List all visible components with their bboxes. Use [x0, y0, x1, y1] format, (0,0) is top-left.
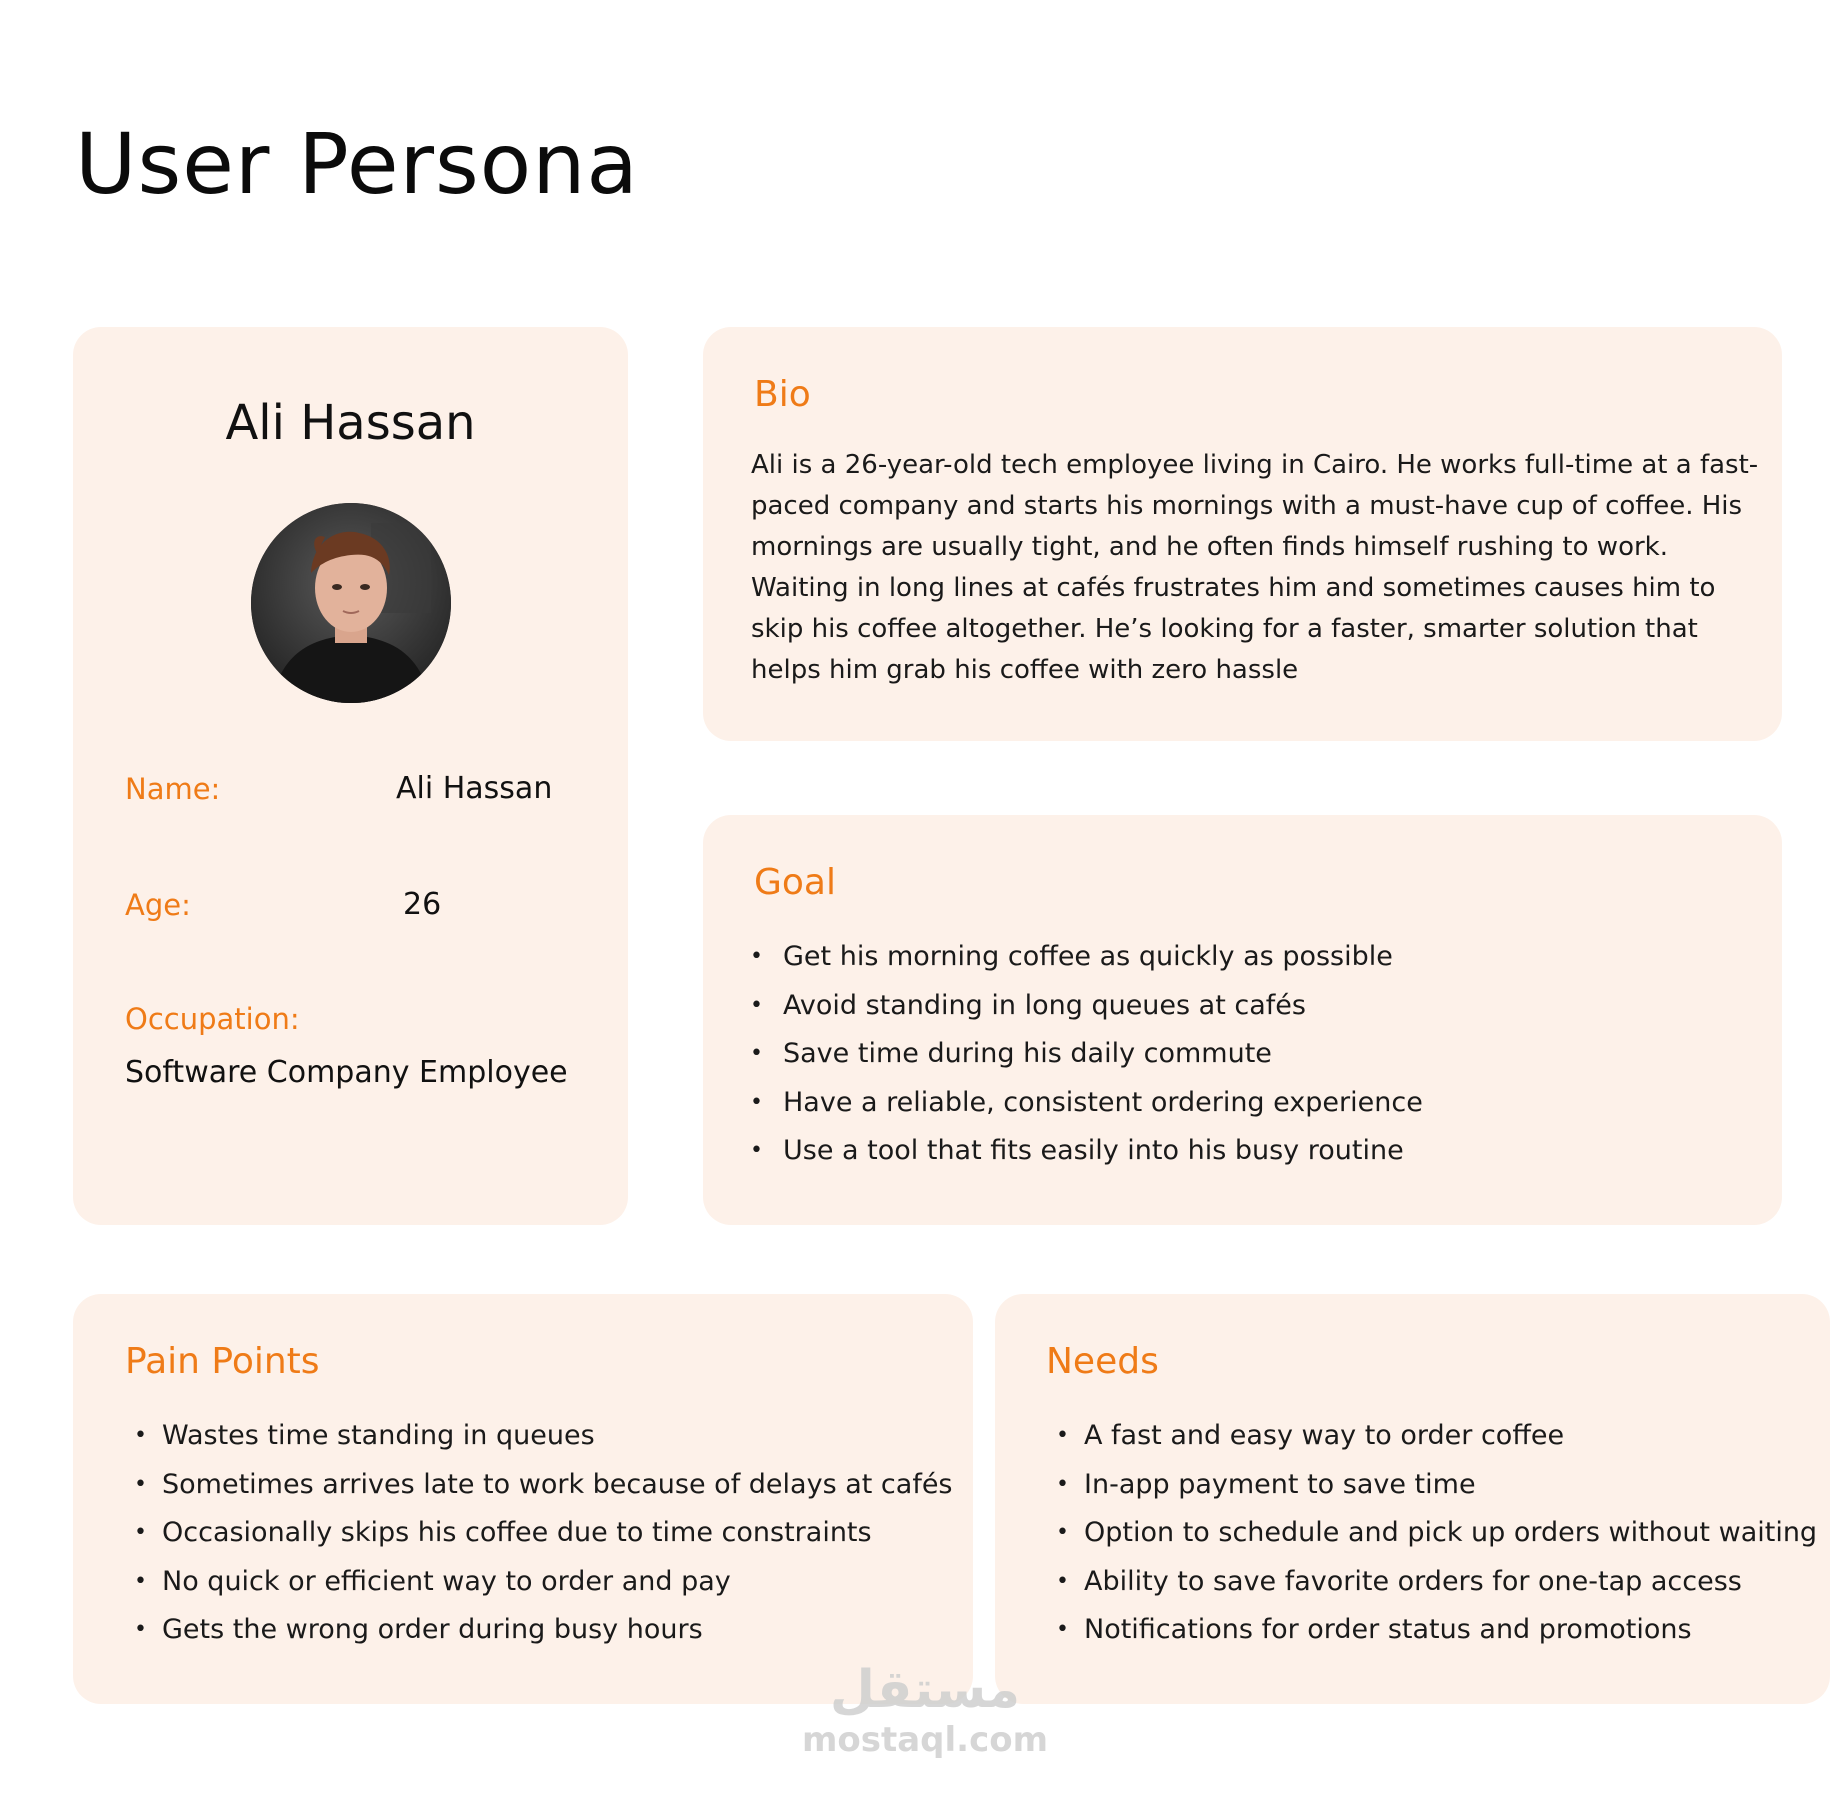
profile-name: Ali Hassan — [225, 395, 476, 451]
list-item: • Have a reliable, consistent ordering experience — [736, 1079, 1423, 1128]
avatar — [251, 503, 451, 703]
list-item: • Notifications for order status and promotions — [1050, 1606, 1817, 1655]
goal-list — [736, 933, 1423, 1176]
list-item: • Gets the wrong order during busy hours — [128, 1606, 953, 1655]
age-label: Age: — [125, 888, 191, 922]
list-item: • Occasionally skips his coffee due to time constraints — [128, 1509, 953, 1558]
bio-title: Bio — [754, 374, 811, 415]
list-item: • A fast and easy way to order coffee — [1050, 1412, 1817, 1461]
page-title: User Persona — [75, 115, 639, 213]
watermark — [795, 1660, 1055, 1760]
occupation-value: Software Company Employee — [125, 1055, 568, 1090]
list-item: • Option to schedule and pick up orders without waiting — [1050, 1509, 1817, 1558]
list-item: • Sometimes arrives late to work because of delays at cafés — [128, 1461, 953, 1510]
list-item: • Save time during his daily commute — [736, 1030, 1423, 1079]
list-item: • Ability to save favorite orders for one-tap access — [1050, 1558, 1817, 1607]
watermark-latin: mostaql.com — [801, 1720, 1049, 1760]
goal-card — [703, 815, 1782, 1225]
pain-points-title: Pain Points — [125, 1341, 320, 1382]
bio-text: Ali is a 26-year-old tech employee living in Cairo. He works full-time at a fast-paced company and starts his mornings with a must-have cup of coffee. His mornings are usually tight, and he often finds himself rushing to work. Waiting in long lines at cafés frustrates him and sometimes causes him to skip his coffee altogether. He’s looking for a faster, smarter solution that helps him grab his coffee with zero hassle — [751, 450, 1759, 685]
pain-points-list — [128, 1412, 953, 1655]
needs-list — [1050, 1412, 1817, 1655]
list-item: • Avoid standing in long queues at cafés — [736, 982, 1423, 1031]
list-item: • Get his morning coffee as quickly as possible — [736, 933, 1423, 982]
needs-title: Needs — [1046, 1341, 1159, 1382]
needs-card — [995, 1294, 1830, 1704]
profile-card — [73, 327, 628, 1225]
age-value: 26 — [403, 887, 442, 922]
list-item: • No quick or efficient way to order and pay — [128, 1558, 953, 1607]
list-item: • Wastes time standing in queues — [128, 1412, 953, 1461]
name-label: Name: — [125, 772, 221, 806]
occupation-label: Occupation: — [125, 1002, 300, 1036]
name-value: Ali Hassan — [396, 771, 553, 806]
list-item: • In-app payment to save time — [1050, 1461, 1817, 1510]
person-photo-icon — [251, 503, 451, 703]
goal-title: Goal — [754, 862, 836, 903]
pain-points-card — [73, 1294, 973, 1704]
bio-card — [703, 327, 1782, 741]
watermark-arabic: مستقل — [829, 1660, 1021, 1720]
list-item: • Use a tool that fits easily into his busy routine — [736, 1127, 1423, 1176]
